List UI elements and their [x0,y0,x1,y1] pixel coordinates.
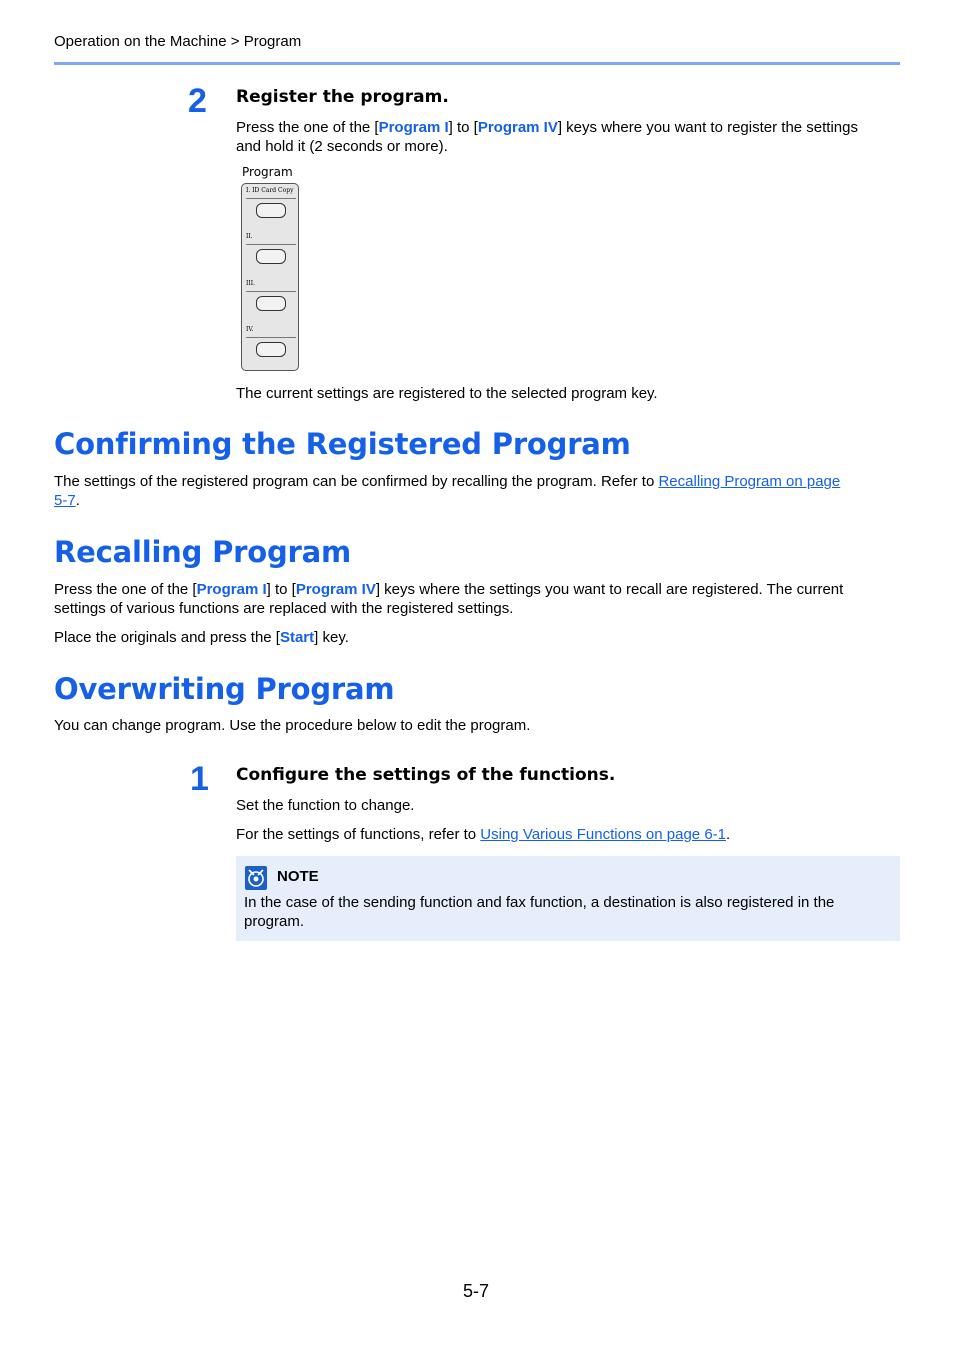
key-program-iv: Program IV [477,119,558,136]
key-program-i: Program I [378,119,449,136]
step-title: Configure the settings of the functions. [236,765,616,785]
key-program-iv: Program IV [295,581,376,598]
program-slot-label: IV. [246,325,296,338]
program-key-button [256,203,286,218]
program-panel-label: Program [242,165,293,179]
program-key-button [256,342,286,357]
program-key-button [256,296,286,311]
program-slot-label: III. [246,279,296,292]
breadcrumb: Operation on the Machine > Program [54,33,302,50]
step-instruction: Set the function to change. [236,797,415,814]
section-title-overwriting: Overwriting Program [54,672,395,706]
overwriting-intro: You can change program. Use the procedure below to edit the program. [54,717,531,734]
key-start: Start [279,629,315,646]
page-number: 5-7 [463,1281,490,1301]
note-text: In the case of the sending function and fax function, a destination is also registered in the program. [244,894,835,930]
key-program-i: Program I [196,581,267,598]
link-using-various-functions[interactable]: Using Various Functions on page 6-1 [480,826,726,843]
link-recalling-program[interactable]: Recalling Program on page [658,473,841,490]
program-slot-label: I. ID Card Copy [246,186,296,199]
header-divider [54,62,900,65]
recalling-text: Press the one of the [Program I] to [Program IV] keys where the settings you want to recall are registered. The current settings of various functions are replaced with the registered settings. [54,581,844,617]
program-key-panel [241,183,299,371]
step-number: 2 [188,82,207,120]
confirming-text: The settings of the registered program can be confirmed by recalling the program. Refer to Recalling Program on page 5-7. [54,473,841,509]
step-reference: For the settings of functions, refer to Using Various Functions on page 6-1. [236,826,731,843]
step-title: Register the program. [236,87,449,107]
step-number: 1 [190,760,209,798]
note-icon [245,866,267,890]
link-page-5-7[interactable]: 5-7 [54,492,76,509]
section-title-recalling: Recalling Program [54,535,352,569]
recalling-start-text: Place the originals and press the [Start] key. [54,629,349,646]
step-instruction: Press the one of the [Program I] to [Program IV] keys where you want to register the settings and hold it (2 seconds or more). [236,119,858,155]
program-key-button [256,249,286,264]
note-title: NOTE [277,868,319,885]
step-result: The current settings are registered to the selected program key. [236,385,658,402]
program-slot-label: II. [246,232,296,245]
section-title-confirming: Confirming the Registered Program [54,427,631,461]
